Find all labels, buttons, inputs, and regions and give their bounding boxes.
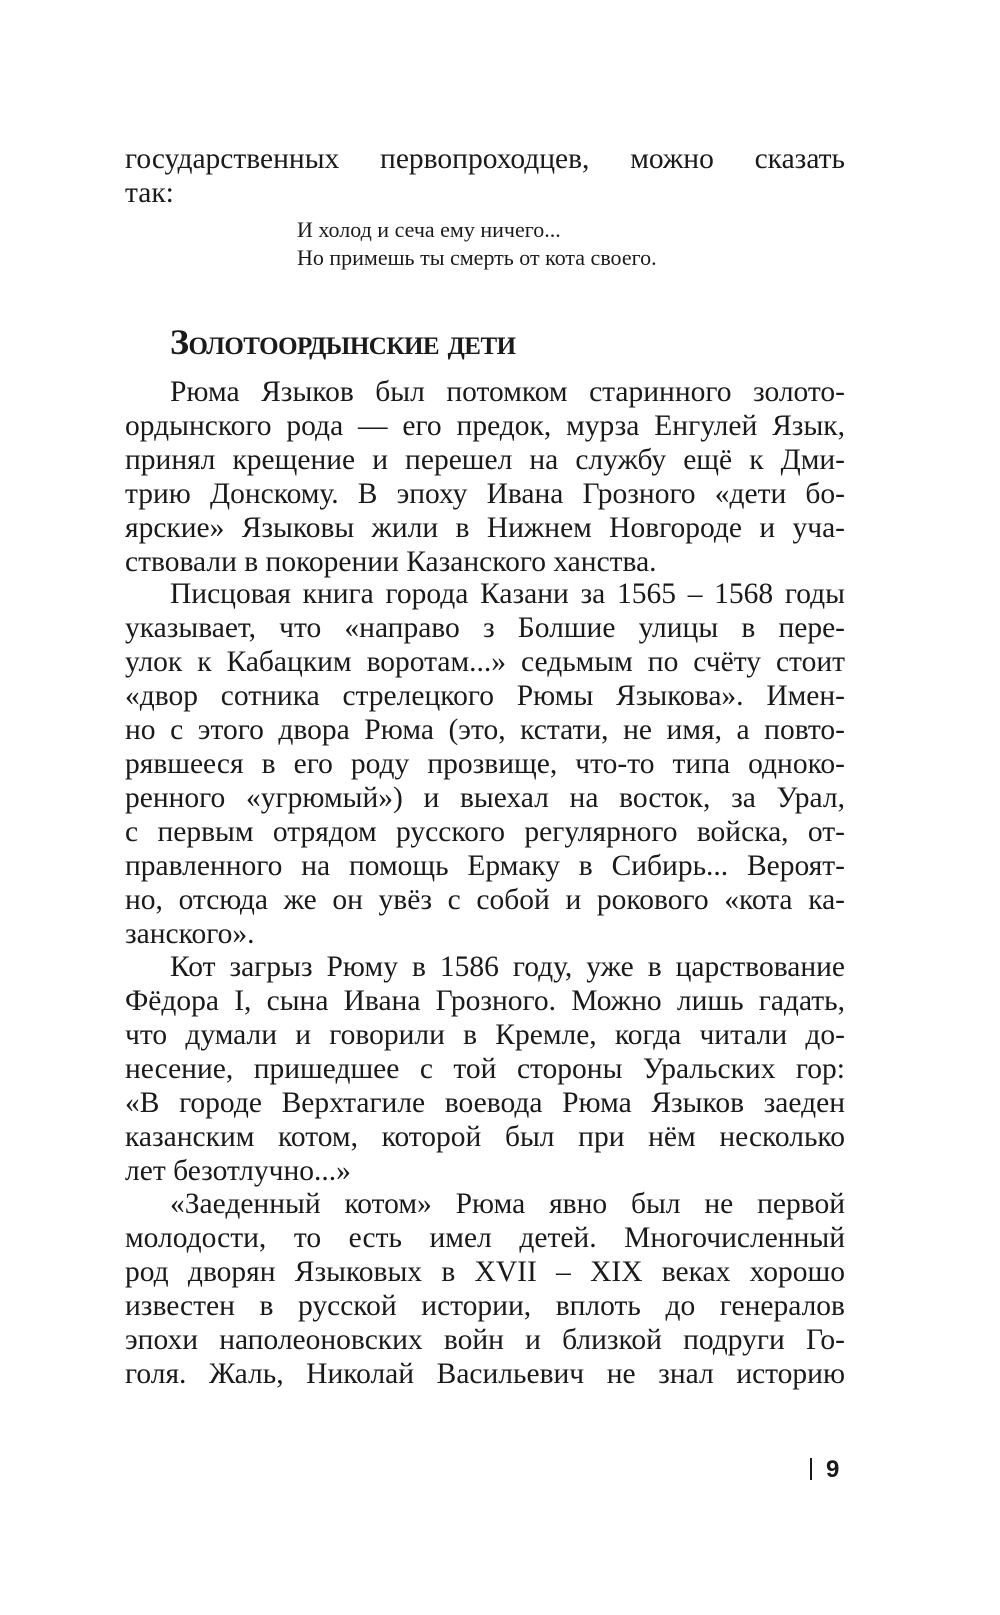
body-line: Кот загрыз Рюму в 1586 году, уже в царствование: [170, 951, 845, 983]
body-line: принял крещение и перешел на службу ещё к Дми-: [125, 444, 845, 476]
body-line: лет безотлучно...»: [125, 1155, 351, 1187]
body-line: Рюма Языков был потомком старинного золото-: [170, 376, 845, 408]
body-line: ордынского рода — его предок, мурза Енгулей Язык,: [125, 410, 845, 442]
body-line: голя. Жаль, Николай Васильевич не знал историю: [125, 1358, 845, 1390]
intro-line-1: государственных первопроходцев, можно сказать: [125, 143, 845, 175]
body-line: рявшееся в его роду прозвище, что-то типа одноко-: [125, 748, 845, 780]
body-line: что думали и говорили в Кремле, когда читали до-: [125, 1019, 845, 1051]
page-number: [810, 1455, 839, 1485]
body-line: Фёдора I, сына Ивана Грозного. Можно лишь гадать,: [125, 985, 845, 1017]
body-line: улок к Кабацким воротам...» седьмым по счёту стоит: [125, 646, 845, 678]
section-heading: Золотоордынские дети: [170, 322, 516, 362]
body-line: «двор сотника стрелецкого Рюмы Языкова». Имен-: [125, 680, 845, 712]
body-line: с первым отрядом русского регулярного войска, от-: [125, 816, 845, 848]
page-number-value: 9: [826, 1456, 840, 1483]
body-line: ствовали в покорении Казанского ханства.: [125, 546, 657, 578]
body-line: ярские» Языковы жили в Нижнем Новгороде и уча-: [125, 512, 845, 544]
body-line: «В городе Верхтагиле воевода Рюма Языков заеден: [125, 1087, 845, 1119]
poem-line-1: И холод и сеча ему ничего...: [297, 217, 561, 242]
body-line: Писцовая книга города Казани за 1565 – 1568 годы: [170, 578, 845, 610]
body-line: но с этого двора Рюма (это, кстати, не имя, а повто-: [125, 714, 845, 746]
body-line: «Заеденный котом» Рюма явно был не первой: [170, 1188, 845, 1220]
poem-line-2: Но примешь ты смерть от кота своего.: [297, 245, 657, 270]
body-line: правленного на помощь Ермаку в Сибирь... Вероят-: [125, 850, 845, 882]
body-line: несение, пришедшее с той стороны Уральских гор:: [125, 1053, 845, 1085]
body-line: казанским котом, которой был при нём несколько: [125, 1121, 845, 1153]
intro-line-2: так:: [125, 177, 174, 209]
page-number-divider: [810, 1458, 812, 1480]
body-line: род дворян Языковых в XVII – XIX веках хорошо: [125, 1256, 845, 1288]
body-line: эпохи наполеоновских войн и близкой подруги Го-: [125, 1324, 845, 1356]
body-line: указывает, что «направо з Болшие улицы в пере-: [125, 612, 845, 644]
body-line: молодости, то есть имел детей. Многочисленный: [125, 1222, 845, 1254]
body-line: известен в русской истории, вплоть до генералов: [125, 1290, 845, 1322]
body-line: трию Донскому. В эпоху Ивана Грозного «дети бо-: [125, 478, 845, 510]
body-line: занского».: [125, 918, 255, 950]
body-line: но, отсюда же он увёз с собой и рокового «кота ка-: [125, 884, 845, 916]
body-line: ренного «угрюмый») и выехал на восток, за Урал,: [125, 782, 845, 814]
